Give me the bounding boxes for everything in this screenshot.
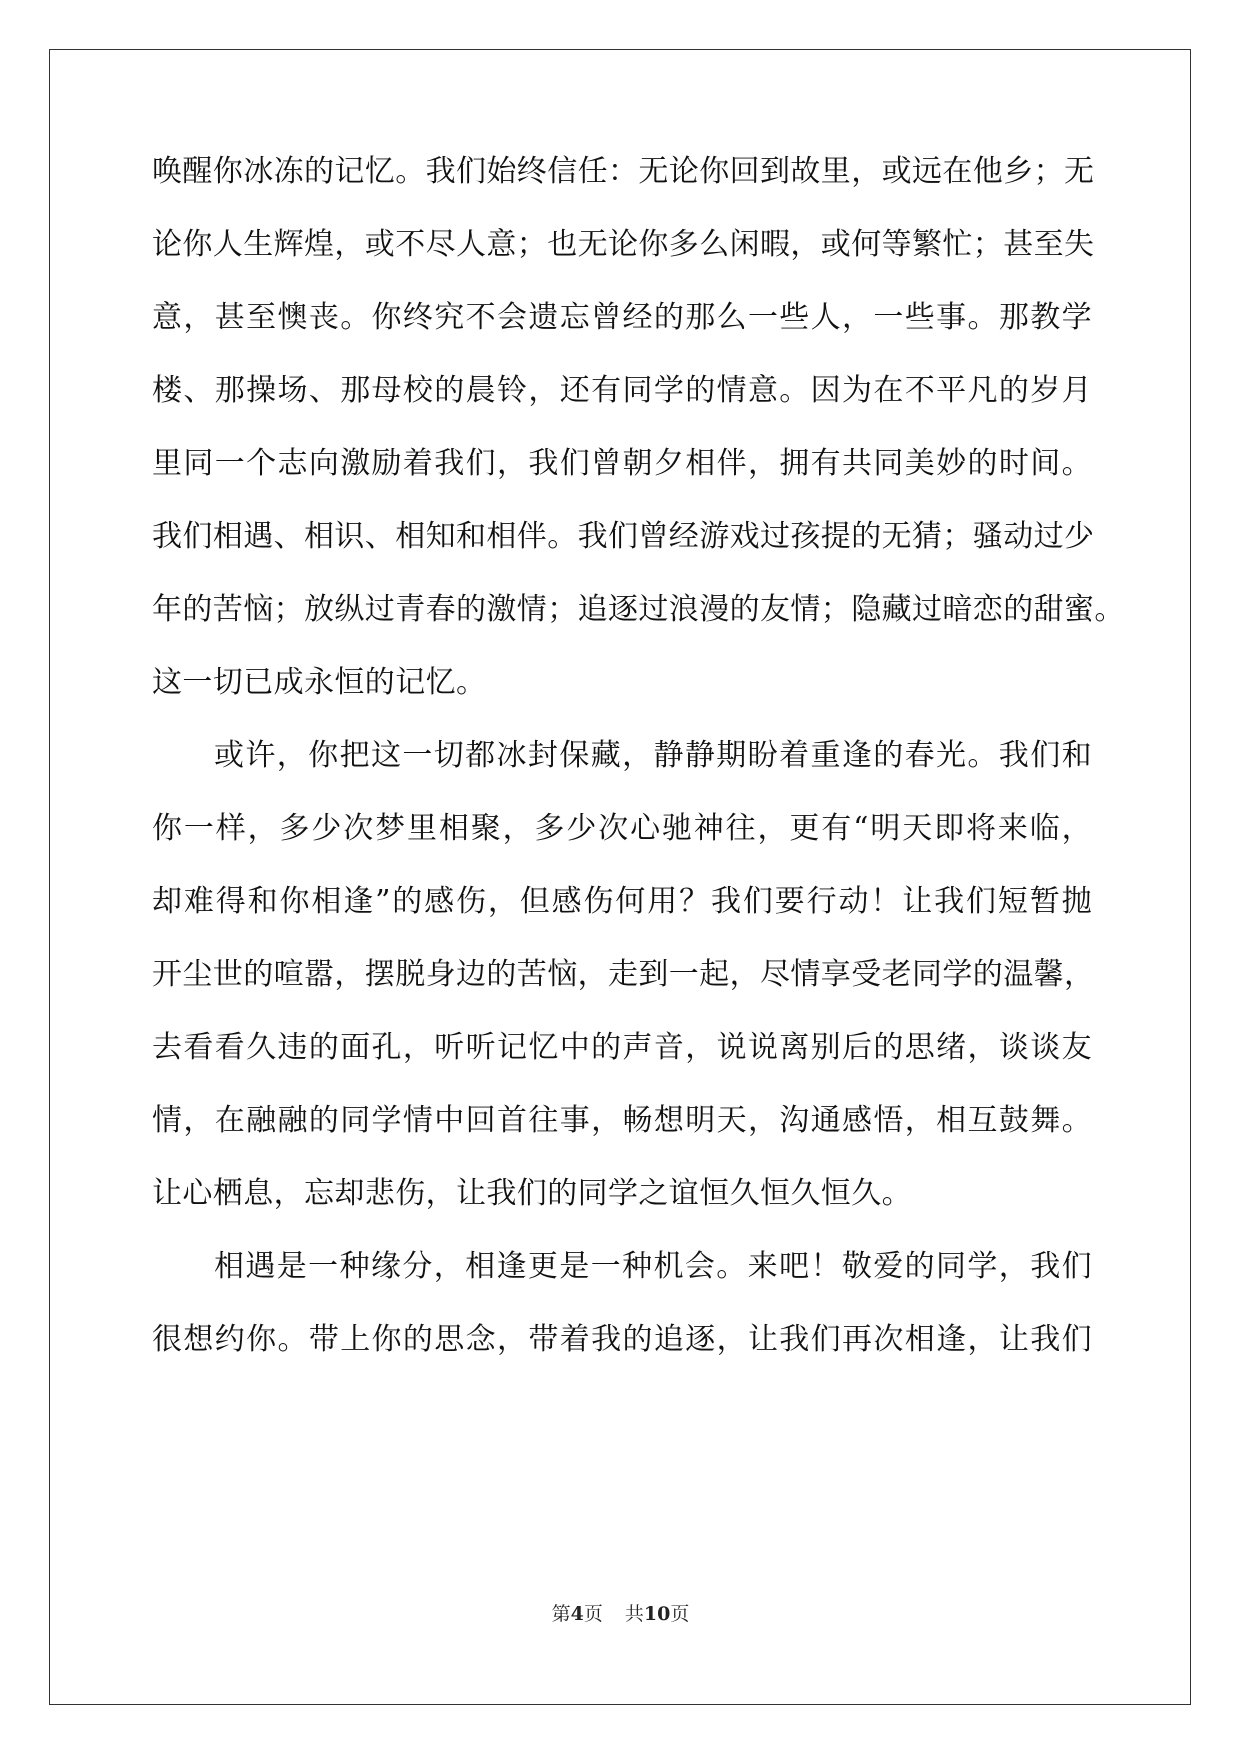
footer-page-prefix: 第 — [551, 1603, 571, 1625]
text-line-13: 去看看久违的面孔，听听记忆中的声音，说说离别后的思绪，谈谈友 — [152, 1030, 1092, 1065]
text-line-14: 情，在融融的同学情中回首往事，畅想明天，沟通感悟，相互鼓舞。 — [152, 1103, 1092, 1138]
text-line-1: 唤醒你冰冻的记忆。我们始终信任：无论你回到故里，或远在他乡；无 — [152, 154, 1095, 189]
footer-total-prefix: 共 — [624, 1603, 644, 1625]
text-line-8: 这一切已成永恒的记忆。 — [152, 665, 487, 700]
footer-total-suffix: 页 — [670, 1603, 690, 1625]
text-line-9: 或许，你把这一切都冰封保藏，静静期盼着重逢的春光。我们和 — [214, 738, 1092, 773]
text-line-16: 相遇是一种缘分，相逢更是一种机会。来吧！敬爱的同学，我们 — [214, 1249, 1092, 1284]
text-line-3: 意，甚至懊丧。你终究不会遗忘曾经的那么一些人，一些事。那教学 — [152, 300, 1092, 335]
text-line-7: 年的苦恼；放纵过青春的激情；追逐过浪漫的友情；隐藏过暗恋的甜蜜。 — [152, 592, 1125, 627]
text-line-15: 让心栖息，忘却悲伤，让我们的同学之谊恒久恒久恒久。 — [152, 1176, 912, 1211]
text-line-4: 楼、那操场、那母校的晨铃，还有同学的情意。因为在不平凡的岁月 — [152, 373, 1092, 408]
footer-page-number: 4 — [570, 1603, 584, 1625]
text-line-5: 里同一个志向激励着我们，我们曾朝夕相伴，拥有共同美妙的时间。 — [152, 446, 1092, 481]
text-line-2: 论你人生辉煌，或不尽人意；也无论你多么闲暇，或何等繁忙；甚至失 — [152, 227, 1095, 262]
footer-page-suffix: 页 — [583, 1603, 603, 1625]
text-line-11: 却难得和你相逢”的感伤，但感伤何用？我们要行动！让我们短暂抛 — [152, 884, 1092, 919]
footer-total-pages: 10 — [643, 1603, 671, 1625]
text-line-10: 你一样，多少次梦里相聚，多少次心驰神往，更有“明天即将来临， — [152, 811, 1092, 846]
page-footer — [0, 1602, 1241, 1626]
text-line-6: 我们相遇、相识、相知和相伴。我们曾经游戏过孩提的无猜；骚动过少 — [152, 519, 1095, 554]
text-line-12: 开尘世的喧嚣，摆脱身边的苦恼，走到一起，尽情享受老同学的温馨， — [152, 957, 1095, 992]
text-line-17: 很想约你。带上你的思念，带着我的追逐，让我们再次相逢，让我们 — [152, 1322, 1092, 1357]
